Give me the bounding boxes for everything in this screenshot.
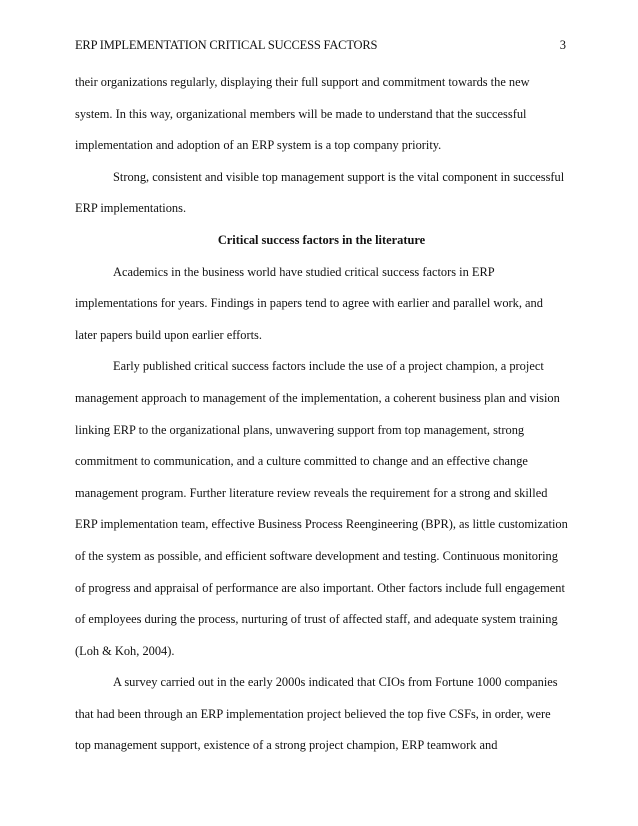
body-text: [75, 67, 568, 762]
running-head: ERP IMPLEMENTATION CRITICAL SUCCESS FACTORS: [75, 38, 378, 52]
paragraph-top-management-support: Strong, consistent and visible top management support is the vital component in successful ERP implementations.: [75, 169, 565, 216]
paragraph-early-csfs: Early published critical success factors include the use of a project champion, a project management approach to management of the implementation, a coherent business plan and vision linking ERP to the organizational plans, unwavering support from top management, strong commitment to communication, and a culture committed to change and an effective change management program. Further literature review reveals the requirement for a strong and skilled ERP implementation team, effective Business Process Reengineering (BPR), as little customization of the system as possible, and efficient software development and testing. Continuous monitoring of progress and appraisal of performance are also important. Other factors include full engagement of employees during the process, nurturing of trust of affected staff, and adequate system training (Loh & Koh, 2004).: [75, 359, 568, 658]
page-number: 3: [559, 38, 566, 52]
paragraph-survey: A survey carried out in the early 2000s indicated that CIOs from Fortune 1000 companies that had been through an ERP implementation project believed the top five CSFs, in order, were top management support, existence of a strong project champion, ERP teamwork and: [75, 675, 558, 753]
section-heading: Critical success factors in the literature: [217, 232, 426, 247]
paragraph-academics: Academics in the business world have studied critical success factors in ERP implementations for years. Findings in papers tend to agree with earlier and parallel work, and later papers build upon earlier efforts.: [75, 264, 543, 342]
paragraph-continuation: their organizations regularly, displaying their full support and commitment towards the new system. In this way, organizational members will be made to understand that the successful implementation and adoption of an ERP system is a top company priority.: [75, 75, 530, 153]
